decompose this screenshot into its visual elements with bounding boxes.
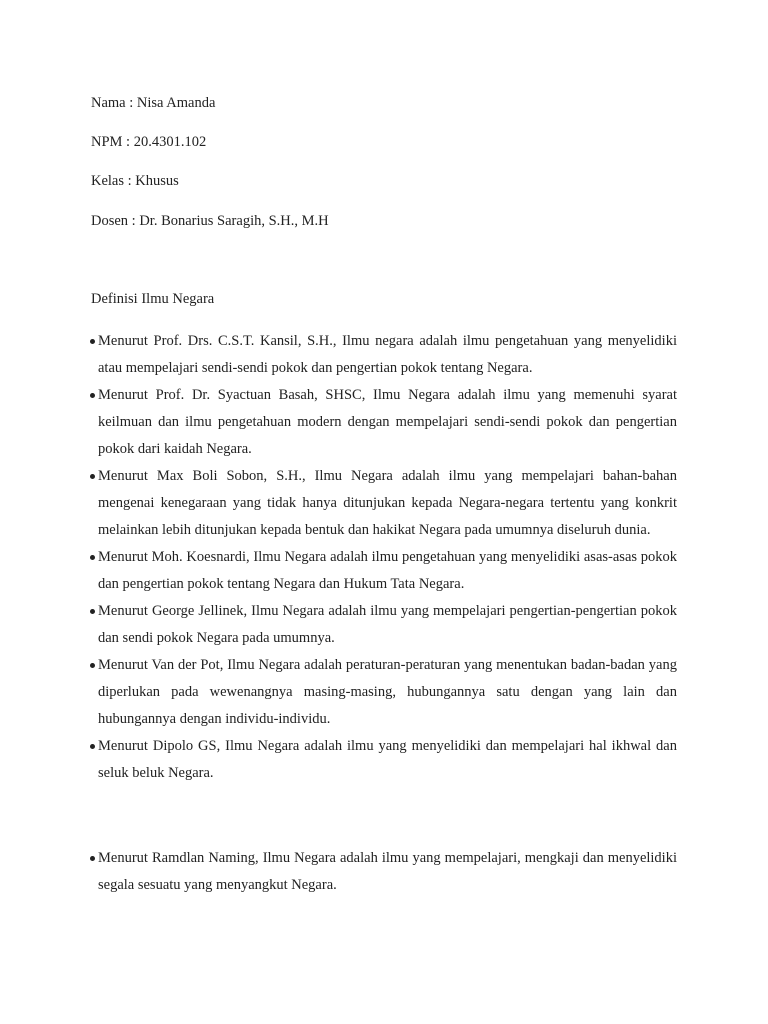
definition-text: Menurut George Jellinek, Ilmu Negara adalah ilmu yang mempelajari pengertian-pengertian pokok dan sendi pokok Negara pada umumnya. [98,603,677,646]
list-item [91,733,677,787]
list-item [91,544,677,598]
bullet-icon [90,339,95,344]
list-item [91,845,677,899]
definition-text: Menurut Dipolo GS, Ilmu Negara adalah ilmu yang menyelidiki dan mempelajari hal ikhwal dan seluk beluk Negara. [98,738,677,781]
definition-list [91,328,677,787]
list-item [91,598,677,652]
bullet-icon [90,474,95,479]
student-npm: NPM : 20.4301.102 [91,134,207,150]
bullet-icon [90,856,95,861]
definition-text: Menurut Ramdlan Naming, Ilmu Negara adalah ilmu yang mempelajari, mengkaji dan menyelidiki segala sesuatu yang menyangkut Negara. [98,850,677,893]
definition-text: Menurut Van der Pot, Ilmu Negara adalah peraturan-peraturan yang menentukan badan-badan yang diperlukan pada wewenangnya masing-masing, hubungannya satu dengan yang lain dan hubungannya dengan individu-individu. [98,657,677,727]
definition-text: Menurut Prof. Drs. C.S.T. Kansil, S.H., Ilmu negara adalah ilmu pengetahuan yang menyelidiki atau mempelajari sendi-sendi pokok dan pengertian pokok tentang Negara. [98,333,677,376]
definition-text: Menurut Max Boli Sobon, S.H., Ilmu Negara adalah ilmu yang mempelajari bahan-bahan mengenai kenegaraan yang tidak hanya ditunjukan kepada Negara-negara tertentu yang konkrit melainkan lebih ditunjukan kepada bentuk dan hakikat Negara pada umumnya diseluruh dunia. [98,468,677,538]
bullet-icon [90,393,95,398]
student-class: Kelas : Khusus [91,173,179,189]
lecturer: Dosen : Dr. Bonarius Saragih, S.H., M.H [91,213,329,229]
list-item [91,652,677,733]
definition-text: Menurut Prof. Dr. Syactuan Basah, SHSC, Ilmu Negara adalah ilmu yang memenuhi syarat keilmuan dan ilmu pengetahuan modern dengan mempelajari sendi-sendi pokok dan pengertian pokok dari kaidah Negara. [98,387,677,457]
bullet-icon [90,555,95,560]
definition-text: Menurut Moh. Koesnardi, Ilmu Negara adalah ilmu pengetahuan yang menyelidiki asas-asas pokok dan pengertian pokok tentang Negara dan Hukum Tata Negara. [98,549,677,592]
bullet-icon [90,663,95,668]
student-name: Nama : Nisa Amanda [91,95,216,111]
extra-definition-list [91,845,677,899]
list-item [91,382,677,463]
list-item [91,328,677,382]
bullet-icon [90,609,95,614]
bullet-icon [90,744,95,749]
section-title: Definisi Ilmu Negara [91,291,215,307]
list-item [91,463,677,544]
